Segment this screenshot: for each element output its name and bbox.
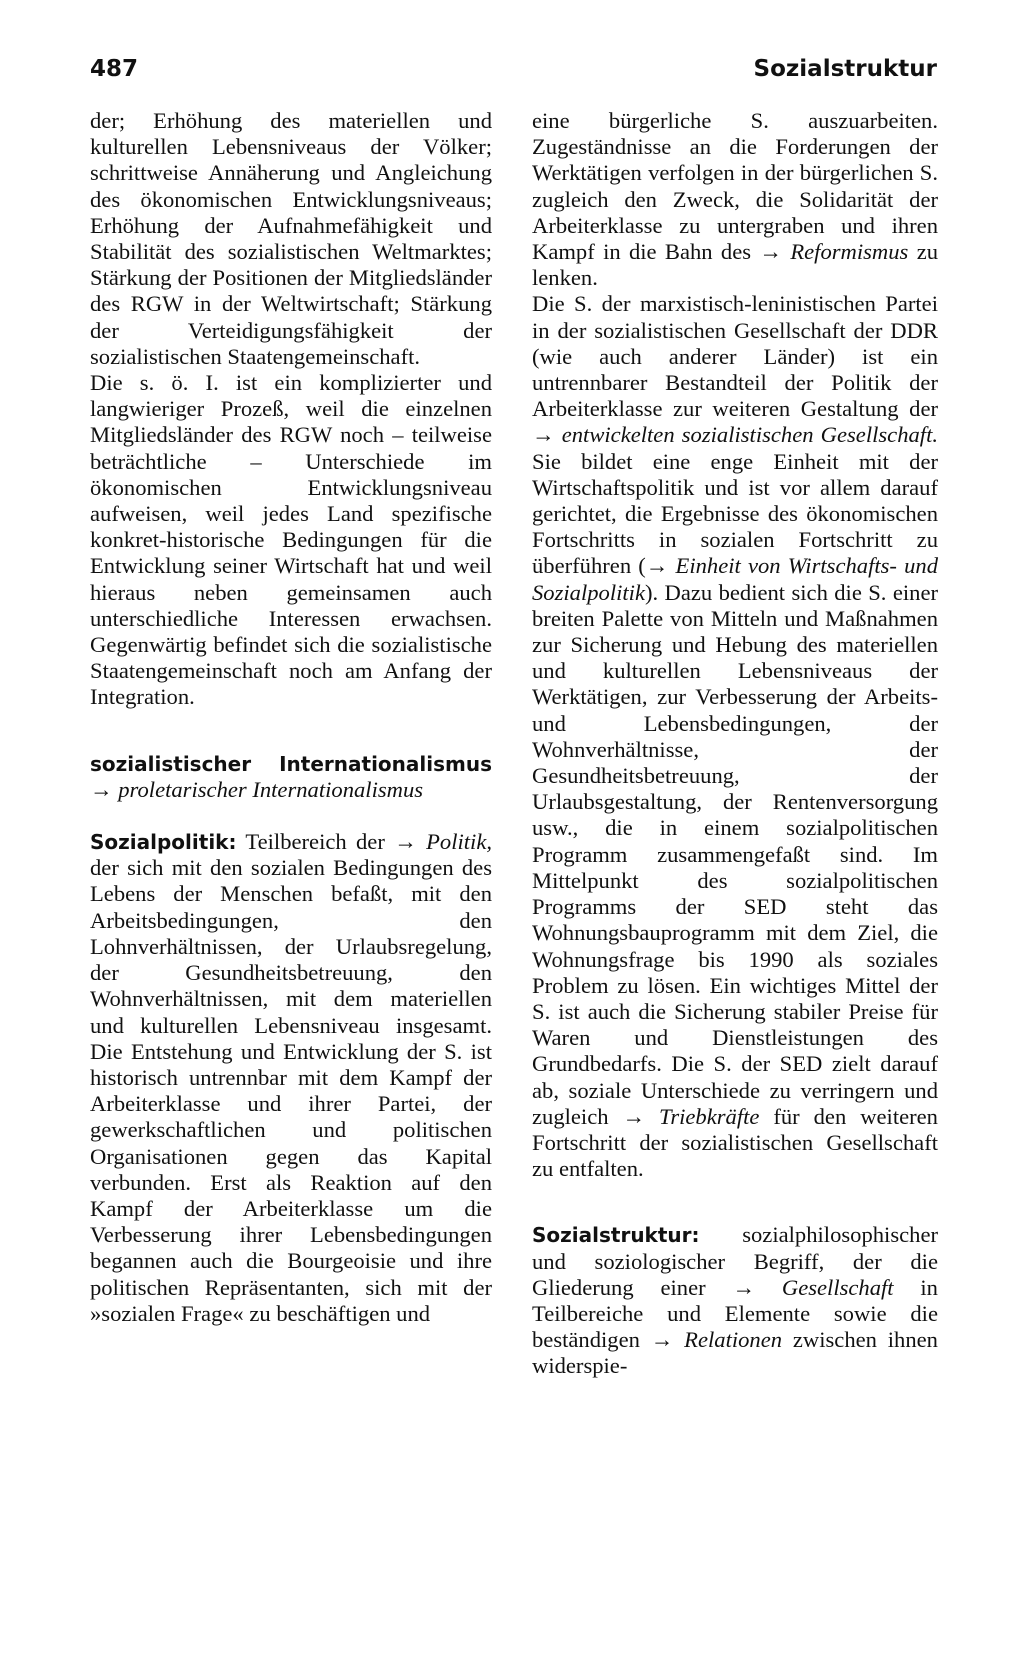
page-header xyxy=(90,56,937,90)
cross-reference-arrow: → xyxy=(532,422,555,448)
paragraph-integration-goals: der; Erhöhung des materiellen und kulturellen Lebensniveaus der Völker; schrittweise Annäherung und Angleichung des ökonomischen Entwicklungsniveaus; Erhöhung der Aufnahmefähigkeit und Stabilität des sozialistischen Weltmarktes; Stärkung der Positionen der Mitgliedsländer des RGW in der Weltwirtschaft; Stärkung der Verteidigungsfähigkeit der sozialistischen Staatengemeinschaft. xyxy=(90,108,492,369)
entry-text: für den weiteren Fortschritt der sozialistischen Gesellschaft zu entfalten. xyxy=(532,1103,938,1182)
paragraph-sozialpolitik-ddr xyxy=(532,291,938,1182)
cross-reference-link[interactable]: proletarischer Internationalismus xyxy=(118,776,424,802)
cross-reference-link[interactable]: entwickelten sozialistischen Gesellschaft. xyxy=(561,422,938,448)
entry-text: ). Dazu bedient sich die S. einer breiten Palette von Mitteln und Maßnahmen zur Sicherung und Hebung des materiellen und kulturellen Lebensniveaus der Werktätigen, zur Verbesserung der Arbeits- und Lebensbedingungen, der Wohnverhältnisse, der Gesundheitsbetreuung, der Urlaubsgestaltung, der Rentenversorgung usw., die in einem sozialpolitischen Programm zusammengefaßt sind. Im Mittelpunkt des sozialpolitischen Programms der SED steht das Wohnungsbauprogramm mit dem Ziel, die Wohnungsfrage bis 1990 als soziales Problem zu lösen. Ein wichtiges Mittel der S. ist auch die Sicherung stabiler Preise für Waren und Dienstleistungen des Grundbedarfs. Die S. der SED zielt darauf ab, soziale Unterschiede zu verringern und zugleich xyxy=(532,579,938,1129)
cross-reference-arrow: → xyxy=(90,776,113,802)
paragraph-integration-process: Die s. ö. I. ist ein komplizierter und langwieriger Prozeß, weil die einzelnen Mitgliedsländer des RGW noch – teilweise beträchtliche – Unterschiede im ökonomischen Entwicklungsniveau aufweisen, weil jedes Land spezifische konkret-historische Bedingungen für die Entwicklung seiner Wirtschaft hat und weil hieraus neben gemeinsamen auch unterschiedliche Interessen erwachsen. Gegenwärtig befindet sich die sozialistische Staatengemeinschaft noch am Anfang der Integration. xyxy=(90,370,492,710)
entry-text: in Teilbereiche und Elemente sowie die beständigen xyxy=(532,1274,938,1353)
entry-sozialstruktur xyxy=(532,1222,938,1379)
entry-sozialistischer-internationalismus xyxy=(90,751,492,803)
entry-sozialpolitik xyxy=(90,829,492,1327)
entry-text: zwischen ihnen widerspie- xyxy=(532,1327,938,1379)
entry-text: Die S. der marxistisch-leninistischen Partei in der sozialistischen Gesellschaft der DDR (wie auch anderer Länder) ist ein untrennbarer Bestandteil der Politik der Arbeiterklasse zur weiteren Gestaltung der xyxy=(532,291,938,422)
cross-reference-arrow: → xyxy=(622,1103,646,1129)
cross-reference-arrow: → xyxy=(394,829,417,855)
entry-text: zu lenken. xyxy=(532,239,939,291)
entry-headword: Sozialpolitik: xyxy=(90,830,237,855)
cross-reference-arrow: → xyxy=(645,553,669,579)
page-number: 487 xyxy=(90,56,139,82)
cross-reference-link[interactable]: Triebkräfte xyxy=(659,1103,760,1129)
entry-text: Sie bildet eine enge Einheit mit der Wirtschaftspolitik und ist vor allem darauf gerichtet, die Ergebnisse des ökonomischen Fortschritts in sozialen Fortschritt zu überführen ( xyxy=(532,448,938,579)
entry-headword: Sozialstruktur: xyxy=(532,1223,700,1248)
cross-reference-link[interactable]: Politik, xyxy=(426,829,492,855)
left-column xyxy=(90,108,492,1327)
paragraph-buergerliche-sozialpolitik xyxy=(532,108,938,291)
cross-reference-arrow: → xyxy=(650,1327,674,1353)
entry-text: eine bürgerliche S. auszuarbeiten. Zugeständnisse an die Forderungen der Werktätigen verfolgen in der bürgerlichen S. zugleich den Zweck, die Solidarität der Arbeiterklasse zu untergraben und ihren Kampf in die Bahn des xyxy=(532,108,938,265)
right-column xyxy=(532,108,938,1380)
cross-reference-arrow: → xyxy=(732,1274,756,1300)
running-head: Sozialstruktur xyxy=(753,56,937,82)
cross-reference-link[interactable]: Relationen xyxy=(684,1327,783,1353)
cross-reference-link[interactable]: Einheit von Wirtschafts- und Sozialpolitik xyxy=(532,553,938,605)
entry-text: Teilbereich der xyxy=(245,829,385,855)
entry-headword: sozialistischer Internationalismus xyxy=(90,751,492,776)
cross-reference-arrow: → xyxy=(759,239,782,265)
cross-reference-link[interactable]: Reformismus xyxy=(790,239,909,265)
cross-reference-link[interactable]: Gesellschaft xyxy=(781,1274,894,1300)
entry-text: sozialphilosophischer und soziologischer Begriff, der die Gliederung einer xyxy=(532,1222,938,1300)
entry-text: der sich mit den sozialen Bedingungen des Lebens der Menschen befaßt, mit den Arbeitsbedingungen, den Lohnverhältnissen, der Urlaubsregelung, der Gesundheitsbetreuung, den Wohnverhältnissen, mit dem materiellen und kulturellen Lebensniveau insgesamt. Die Entstehung und Entwicklung der S. ist historisch untrennbar mit dem Kampf der Arbeiterklasse und ihrer Partei, der gewerkschaftlichen und politischen Organisationen gegen das Kapital verbunden. Erst als Reaktion auf den Kampf der Arbeiterklasse um die Verbesserung ihrer Lebensbedingungen begannen auch die Bourgeoisie und ihre politischen Repräsentanten, sich mit der »sozialen Frage« zu beschäftigen und xyxy=(90,855,492,1326)
